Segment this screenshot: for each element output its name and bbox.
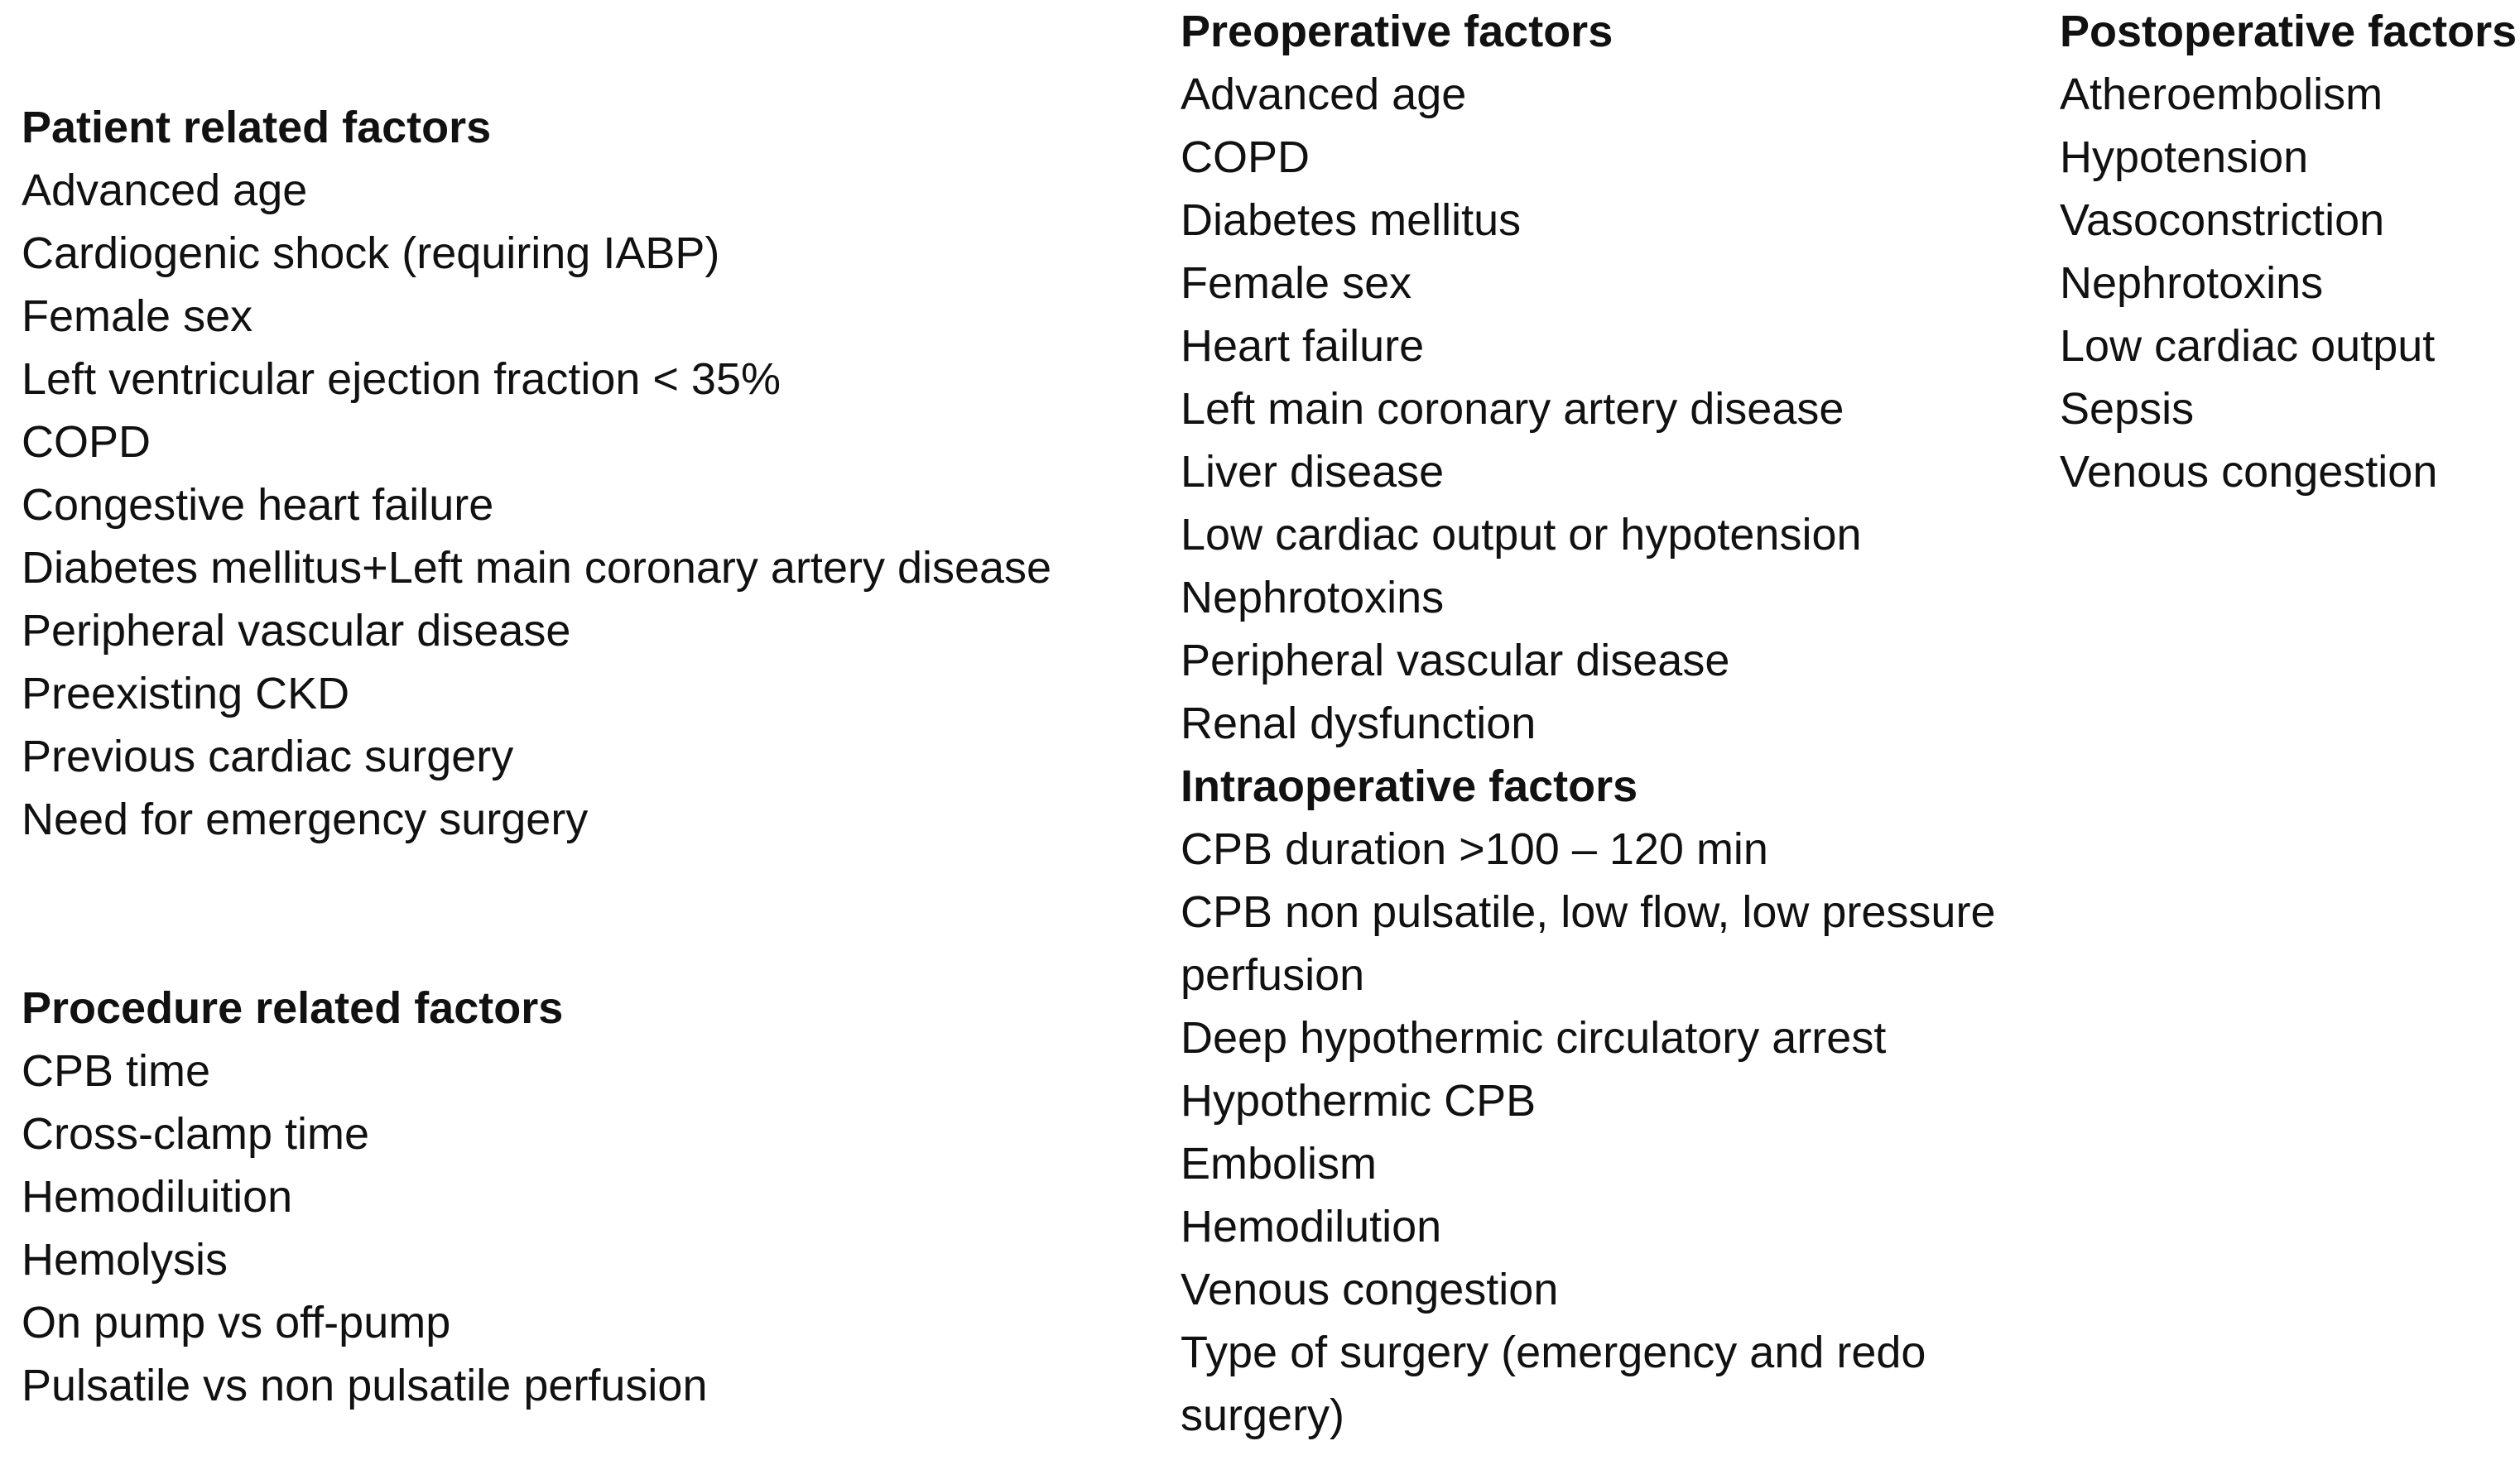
list-item: CPB non pulsatile, low flow, low pressure perfusion bbox=[1181, 887, 1996, 1000]
list-item: Diabetes mellitus+Left main coronary artery disease bbox=[22, 543, 1052, 593]
list-item: Female sex bbox=[1181, 258, 1412, 308]
list-item: Advanced age bbox=[22, 166, 308, 215]
patient-related-heading: Patient related factors bbox=[22, 103, 492, 152]
list-item: COPD bbox=[22, 417, 151, 467]
list-item: Cardiogenic shock (requiring IABP) bbox=[22, 228, 720, 278]
list-item: Need for emergency surgery bbox=[22, 795, 589, 844]
list-item: COPD bbox=[1181, 132, 1310, 182]
intraoperative-list bbox=[1181, 818, 2075, 1447]
list-item: Left ventricular ejection fraction < 35% bbox=[22, 354, 781, 404]
list-item: Preexisting CKD bbox=[22, 669, 350, 718]
list-item: Diabetes mellitus bbox=[1181, 195, 1522, 245]
list-item: CPB time bbox=[22, 1046, 211, 1096]
list-item: Low cardiac output bbox=[2060, 321, 2436, 371]
patient-related-section bbox=[22, 96, 1164, 851]
list-item: Embolism bbox=[1181, 1139, 1378, 1189]
list-item: Nephrotoxins bbox=[2060, 258, 2324, 308]
list-item: Nephrotoxins bbox=[1181, 573, 1445, 622]
list-item: Venous congestion bbox=[1181, 1265, 1559, 1314]
list-item: Hemodiluition bbox=[22, 1172, 293, 1222]
procedure-related-section bbox=[22, 977, 1164, 1417]
patient-related-list bbox=[22, 159, 1164, 851]
list-item: Congestive heart failure bbox=[22, 480, 494, 530]
intraoperative-heading: Intraoperative factors bbox=[1181, 761, 1638, 811]
procedure-related-heading: Procedure related factors bbox=[22, 983, 564, 1033]
postoperative-heading: Postoperative factors bbox=[2060, 7, 2518, 56]
list-item: Type of surgery (emergency and redo surgery) bbox=[1181, 1328, 1926, 1440]
list-item: Venous congestion bbox=[2060, 447, 2438, 497]
preoperative-section bbox=[1181, 0, 2075, 755]
list-item: Peripheral vascular disease bbox=[22, 606, 571, 656]
intraoperative-section bbox=[1181, 755, 2075, 1447]
list-item: Female sex bbox=[22, 291, 253, 341]
list-item: Advanced age bbox=[1181, 70, 1467, 119]
left-column bbox=[22, 96, 1164, 1417]
list-item: Liver disease bbox=[1181, 447, 1445, 497]
list-item: Hypotension bbox=[2060, 132, 2309, 182]
list-item: Sepsis bbox=[2060, 384, 2195, 434]
procedure-related-list bbox=[22, 1040, 1164, 1417]
postoperative-section bbox=[2060, 0, 2520, 503]
list-item: Low cardiac output or hypotension bbox=[1181, 510, 1862, 560]
list-item: Previous cardiac surgery bbox=[22, 732, 514, 781]
list-item: Hypothermic CPB bbox=[1181, 1076, 1537, 1126]
right-column bbox=[2060, 0, 2520, 503]
list-item: Peripheral vascular disease bbox=[1181, 636, 1730, 685]
postoperative-list bbox=[2060, 63, 2520, 503]
middle-column bbox=[1181, 0, 2075, 1447]
list-item: Deep hypothermic circulatory arrest bbox=[1181, 1013, 1887, 1063]
list-item: On pump vs off-pump bbox=[22, 1298, 451, 1347]
list-item: Renal dysfunction bbox=[1181, 699, 1537, 748]
list-item: Left main coronary artery disease bbox=[1181, 384, 1844, 434]
list-item: CPB duration >100 – 120 min bbox=[1181, 824, 1768, 874]
list-item: Atheroembolism bbox=[2060, 70, 2383, 119]
list-item: Pulsatile vs non pulsatile perfusion bbox=[22, 1361, 708, 1410]
list-item: Hemolysis bbox=[22, 1235, 228, 1285]
list-item: Cross-clamp time bbox=[22, 1109, 370, 1159]
list-item: Heart failure bbox=[1181, 321, 1425, 371]
section-spacer bbox=[22, 851, 1164, 977]
list-item: Hemodilution bbox=[1181, 1202, 1442, 1251]
preoperative-heading: Preoperative factors bbox=[1181, 7, 1613, 56]
preoperative-list bbox=[1181, 63, 2075, 755]
list-item: Vasoconstriction bbox=[2060, 195, 2385, 245]
